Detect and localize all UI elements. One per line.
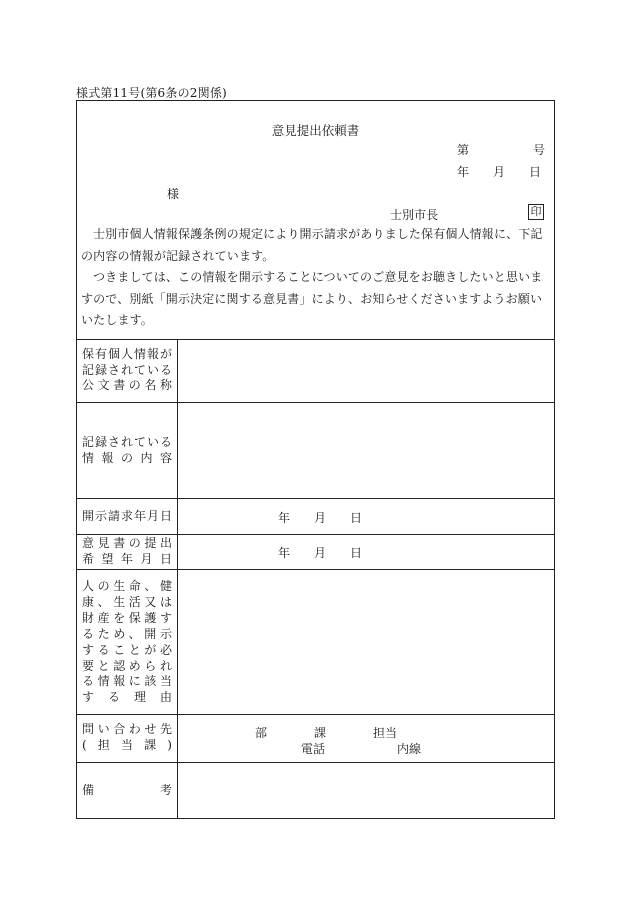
- form-number: 様式第11号(第6条の2関係): [76, 86, 227, 100]
- number-suffix: 号: [533, 143, 546, 157]
- label-submission-date: 意見書の提出 希望年月日: [82, 536, 172, 566]
- column-divider: [177, 339, 178, 819]
- row-divider: [77, 498, 554, 499]
- label-reason: 人の生命、健 康、生活又は 財産を保護す るため、開示 することが必 要と認められ る情報に該当 する理由: [82, 579, 172, 705]
- contact-extension: 内線: [397, 742, 422, 756]
- date-year: 年: [457, 165, 470, 179]
- label-info-content: 記録されている 情報の内容: [82, 435, 172, 465]
- contact-telephone: 電話: [301, 742, 326, 756]
- number-prefix: 第: [457, 143, 470, 157]
- document-title: 意見提出依頼書: [271, 123, 360, 138]
- contact-department: 部: [255, 726, 268, 740]
- contact-section: 課: [314, 726, 327, 740]
- request-date-year: 年: [278, 511, 291, 525]
- table-top-border: [77, 339, 554, 340]
- date-month: 月: [493, 165, 506, 179]
- date-day: 日: [529, 165, 542, 179]
- body-paragraph-1: 士別市個人情報保護条例の規定により開示請求がありました保有個人情報に、下記の内容の情報が記録されています。: [81, 227, 543, 263]
- submission-date-day: 日: [350, 546, 363, 560]
- seal-mark: 印: [528, 204, 544, 220]
- label-document-name: 保有個人情報が 記録されている 公文書の名称: [82, 347, 172, 393]
- request-date-month: 月: [314, 511, 327, 525]
- addressee-suffix: 様: [167, 187, 180, 201]
- row-divider: [77, 569, 554, 570]
- body-paragraph-2: つきましては、この情報を開示することについてのご意見をお聴きしたいと思いますので、別紙「開示決定に関する意見書」により、お知らせくださいますようお願いいたします。: [81, 270, 543, 328]
- row-divider: [77, 714, 554, 715]
- sender-name: 士別市長: [390, 208, 439, 222]
- request-form: [76, 100, 555, 819]
- submission-date-month: 月: [314, 546, 327, 560]
- submission-date-year: 年: [278, 546, 291, 560]
- row-divider: [77, 534, 554, 535]
- row-divider: [77, 762, 554, 763]
- label-remarks: 備考: [82, 783, 172, 797]
- row-divider: [77, 402, 554, 403]
- request-date-day: 日: [350, 511, 363, 525]
- contact-person: 担当: [373, 726, 398, 740]
- label-request-date: 開示請求年月日: [82, 509, 172, 523]
- label-contact: 問い合わせ先 (担当課): [82, 722, 172, 752]
